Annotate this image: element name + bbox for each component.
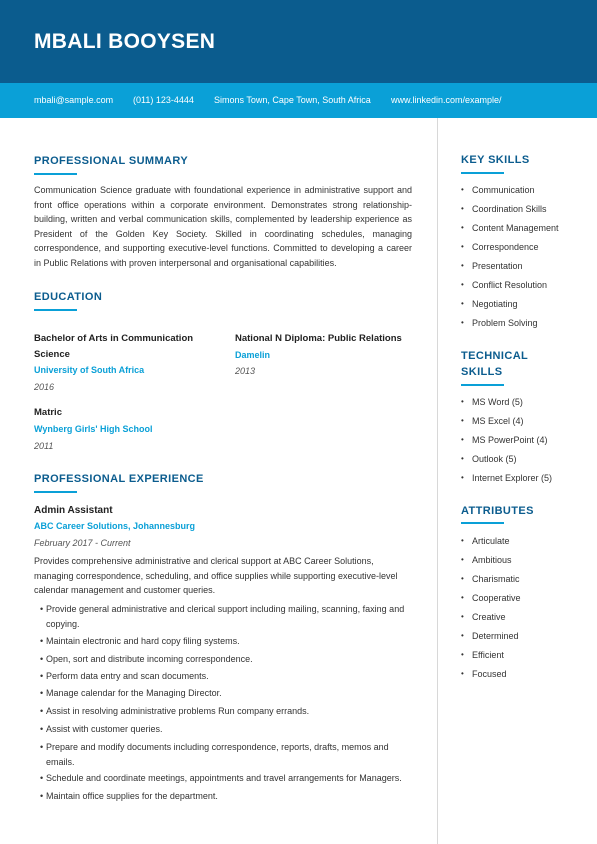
bullet-icon: • bbox=[461, 435, 464, 444]
bullet-icon: • bbox=[461, 612, 464, 621]
summary-rule bbox=[34, 173, 77, 175]
job-dates: February 2017 - Current bbox=[34, 538, 131, 548]
bullet-icon: • bbox=[40, 671, 44, 681]
bullet-text: Maintain office supplies for the department. bbox=[46, 791, 218, 801]
key-skill-label: Coordination Skills bbox=[472, 204, 547, 214]
bullet-icon: • bbox=[40, 791, 44, 801]
bullet-icon: • bbox=[461, 416, 464, 425]
bullet-text: Provide general administrative and clerical support including mailing, scanning, faxing and copying. bbox=[46, 604, 405, 629]
bullet-text: Manage calendar for the Managing Director. bbox=[46, 688, 222, 698]
bullet-icon: • bbox=[40, 773, 44, 783]
technical-skill-label: Internet Explorer (5) bbox=[472, 473, 553, 483]
education-school: Damelin bbox=[235, 350, 271, 360]
technical-skill-label: Outlook (5) bbox=[472, 454, 517, 464]
education-school: Wynberg Girls' High School bbox=[34, 424, 153, 434]
bullet-icon: • bbox=[461, 223, 464, 232]
bullet-text: Maintain electronic and hard copy filing systems. bbox=[46, 636, 240, 646]
technical-skill-label: MS PowerPoint (4) bbox=[472, 435, 548, 445]
key-skill-label: Problem Solving bbox=[472, 318, 538, 328]
attribute-label: Articulate bbox=[472, 536, 510, 546]
bullet-icon: • bbox=[40, 636, 44, 646]
bullet-icon: • bbox=[461, 631, 464, 640]
bullet-icon: • bbox=[461, 397, 464, 406]
education-school: University of South Africa bbox=[34, 365, 145, 375]
attribute-label: Focused bbox=[472, 669, 507, 679]
bullet-icon: • bbox=[461, 204, 464, 213]
bullet-icon: • bbox=[461, 242, 464, 251]
key-skills-heading: KEY SKILLS bbox=[461, 154, 530, 166]
bullet-text: Perform data entry and scan documents. bbox=[46, 671, 209, 681]
contact-phone[interactable]: (011) 123-4444 bbox=[133, 95, 194, 105]
attribute-label: Cooperative bbox=[472, 593, 521, 603]
education-year: 2011 bbox=[34, 441, 54, 451]
technical-skill-label: MS Excel (4) bbox=[472, 416, 524, 426]
education-degree: National N Diploma: Public Relations bbox=[235, 333, 402, 344]
job-company: ABC Career Solutions, Johannesburg bbox=[34, 521, 196, 531]
contact-location: Simons Town, Cape Town, South Africa bbox=[214, 95, 371, 105]
bullet-icon: • bbox=[461, 473, 464, 482]
bullet-icon: • bbox=[461, 454, 464, 463]
bullet-icon: • bbox=[40, 706, 44, 716]
job-title: Admin Assistant bbox=[34, 505, 113, 516]
bullet-icon: • bbox=[461, 555, 464, 564]
education-rule bbox=[34, 309, 77, 311]
education-heading: EDUCATION bbox=[34, 291, 103, 303]
column-divider bbox=[437, 118, 438, 844]
key-skills-rule bbox=[461, 172, 504, 174]
summary-text: Communication Science graduate with foundational experience in administrative support and front office operations within a corporate environment. Demonstrates strong relationship-building, written and verbal communication skills, complemented by leadership experience as President of the Golden Key Society. Skilled in coordinating schedules, managing correspondence, and supporting executive-level functions. Committed to developing a career in Public Relations with proven interpersonal and organisational capabilities. bbox=[34, 185, 412, 268]
resume-header bbox=[0, 0, 597, 83]
bullet-text: Open, sort and distribute incoming correspondence. bbox=[46, 654, 253, 664]
bullet-icon: • bbox=[461, 280, 464, 289]
bullet-icon: • bbox=[461, 650, 464, 659]
education-year: 2016 bbox=[34, 382, 55, 392]
technical-skills-heading: TECHNICAL SKILLS bbox=[461, 350, 529, 378]
key-skill-label: Conflict Resolution bbox=[472, 280, 548, 290]
job-description: Provides comprehensive administrative and clerical support at ABC Career Solutions, managing correspondence, scheduling, and office supplies while supporting executive-level calendar management and customer queries. bbox=[34, 556, 398, 596]
attribute-label: Efficient bbox=[472, 650, 504, 660]
key-skill-label: Presentation bbox=[472, 261, 523, 271]
bullet-icon: • bbox=[461, 185, 464, 194]
attribute-label: Creative bbox=[472, 612, 506, 622]
attributes-rule bbox=[461, 522, 504, 524]
technical-skill-label: MS Word (5) bbox=[472, 397, 523, 407]
candidate-name: MBALI BOOYSEN bbox=[34, 30, 216, 53]
bullet-text: Assist in resolving administrative problems Run company errands. bbox=[46, 706, 310, 716]
key-skill-label: Correspondence bbox=[472, 242, 539, 252]
education-degree: Bachelor of Arts in Communication bbox=[34, 333, 194, 344]
bullet-icon: • bbox=[461, 536, 464, 545]
key-skill-label: Communication bbox=[472, 185, 535, 195]
experience-heading: PROFESSIONAL EXPERIENCE bbox=[34, 473, 204, 485]
attribute-label: Ambitious bbox=[472, 555, 512, 565]
bullet-icon: • bbox=[40, 688, 44, 698]
bullet-icon: • bbox=[461, 574, 464, 583]
bullet-icon: • bbox=[461, 318, 464, 327]
bullet-icon: • bbox=[461, 593, 464, 602]
bullet-text: Assist with customer queries. bbox=[46, 724, 163, 734]
attribute-label: Charismatic bbox=[472, 574, 520, 584]
technical-skills-rule bbox=[461, 384, 504, 386]
bullet-icon: • bbox=[461, 299, 464, 308]
key-skill-label: Content Management bbox=[472, 223, 559, 233]
bullet-icon: • bbox=[40, 654, 44, 664]
attribute-label: Determined bbox=[472, 631, 519, 641]
education-degree: Matric bbox=[34, 407, 62, 418]
bullet-icon: • bbox=[461, 669, 464, 678]
contact-email[interactable]: mbali@sample.com bbox=[34, 95, 114, 105]
bullet-text: Schedule and coordinate meetings, appointments and travel arrangements for Managers. bbox=[46, 773, 402, 783]
contact-linkedin[interactable]: www.linkedin.com/example/ bbox=[391, 95, 502, 105]
bullet-text: Prepare and modify documents including correspondence, reports, drafts, memos and emails. bbox=[46, 742, 389, 767]
education-year: 2013 bbox=[235, 366, 256, 376]
bullet-icon: • bbox=[40, 724, 44, 734]
summary-heading: PROFESSIONAL SUMMARY bbox=[34, 155, 189, 167]
bullet-icon: • bbox=[40, 742, 44, 752]
key-skill-label: Negotiating bbox=[472, 299, 518, 309]
experience-rule bbox=[34, 491, 77, 493]
bullet-icon: • bbox=[40, 604, 44, 614]
attributes-heading: ATTRIBUTES bbox=[461, 505, 534, 517]
contact-bar bbox=[0, 83, 597, 118]
bullet-icon: • bbox=[461, 261, 464, 270]
education-degree: Science bbox=[34, 349, 70, 360]
